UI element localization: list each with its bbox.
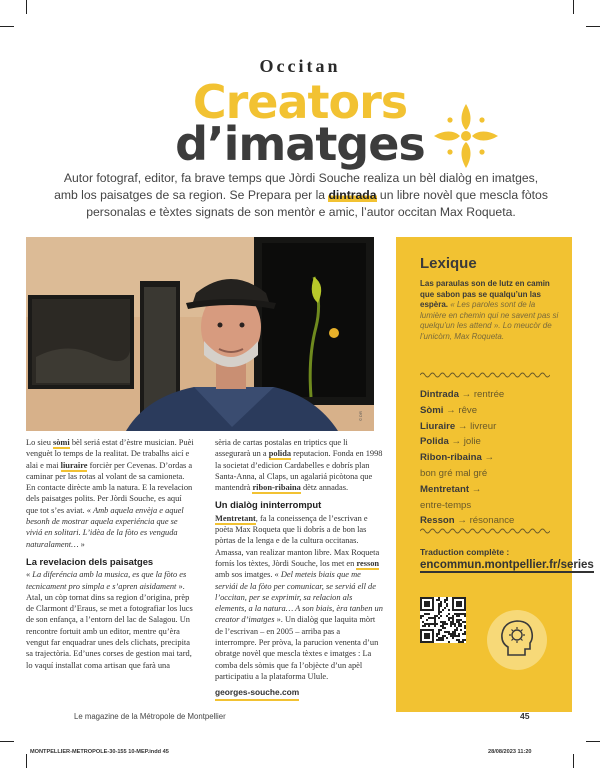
portrait-photo-illustration xyxy=(26,237,374,431)
lexique-item: Ribon-ribaina → bon gré mal gré xyxy=(420,452,495,479)
translation-label: Traduction complète : xyxy=(420,547,510,557)
paragraph: sèria de cartas postalas en triptics que li assegurarà un a polida reputacion. Fonda en 1998 la societat d’edicion Cardabelles e dobrís plan Santa-Anna, al Claps, un agalariá picòtona que mantendrà ribon-ribaina dètz annadas. xyxy=(215,438,383,493)
lexique-item: Polida → jolie xyxy=(420,436,481,448)
photo-credit: © DR xyxy=(358,411,363,421)
lexique-item: Dintrada → rentrée xyxy=(420,389,505,400)
subheading: Un dialòg ininterromput xyxy=(215,499,322,511)
paragraph: « La diferéncia amb la musica, es que la fòto es tecnicament pro simpla e s’apren aisidament ». Atal, un còp tornat dins sa region d’origina, prèp de Clarmont d’Eraus, se met a fotografiar los lucs de son enfança, a l’entorn del lac de Salagou. Un rencontre fortuit amb un editor, mentre qu’èra vengut far enquadrar unes dels clichats, precipita sa trajectòria. Ed’unes corses de gestion mai tard, lo vaquí installat coma artisan que farà una xyxy=(26,570,193,670)
lexique-item: Resson → résonance xyxy=(420,515,515,527)
wave-divider xyxy=(420,527,550,535)
lightbulb-head-icon xyxy=(486,609,548,671)
crop-mark xyxy=(26,754,27,768)
print-date: 28/08/2023 11:20 xyxy=(488,749,532,755)
crop-mark xyxy=(586,741,600,742)
section-kicker: Occitan xyxy=(259,56,341,76)
highlight-word: dintrada xyxy=(328,188,377,202)
subheading: La revelacion dels paisatges xyxy=(26,555,154,567)
page-number: 45 xyxy=(520,711,530,721)
lexique-item: Liuraire → livreur xyxy=(420,420,497,432)
title-line-1: Creators xyxy=(192,75,408,129)
website-link[interactable]: georges-souche.com xyxy=(215,687,299,700)
lexique-quote: Las paraulas son de lutz en camin que sabon pas se qualqu’un las espèra. « Les paroles sont de la lumière en chemin qui ne savent pas si quelqu’un les attend ». Lo meucòr de l’unicòrn, Max Roqueta. xyxy=(420,279,559,341)
crop-mark xyxy=(573,754,574,768)
lexique-title: Lexique xyxy=(420,255,477,272)
article-column-2 xyxy=(215,437,383,701)
translation-link[interactable]: encommun.montpellier.fr/series xyxy=(420,559,594,571)
portrait-photo xyxy=(26,237,374,431)
footer-magazine: Le magazine de la Métropole de Montpellier xyxy=(74,712,226,721)
qr-code-icon[interactable] xyxy=(420,597,466,643)
crop-mark xyxy=(0,741,14,742)
lexique-item: Mentretant → entre-temps xyxy=(420,483,482,511)
article-column-1 xyxy=(26,437,194,673)
crop-mark xyxy=(26,0,27,14)
intro-paragraph: Autor fotograf, editor, fa brave temps que Jòrdi Souche realiza un bèl dialòg en imatges, amb los paisatges de sa region. Se Prepara per la dintrada un libre novèl que mescla fòtos personalas e tèxtes signats de son mentòr e amic, l’autor occitan Max Roqueta. xyxy=(54,171,548,219)
paragraph: Mentretant, fa la coneissença de l’escrivan e poèta Max Roqueta que li dobrís a de bon las pòrtas de la lenga e de la cultura occitanas. Amassa, van realizar manton libre. Max Roqueta fornís los tèxtes, Jòrdi Souche, los met en resson amb sos imatges. « Del meteis biais que me serviái de la fòto per comunicar, se serviá ell de l’occitan, per se exprimir, sa relacion als elements, a la natura… A son biais, èra tanben un creator d’imatges ». Un dialòg que laquita mòrt de l’escrivan – en 2005 – arriba pas a interrompre. Per pròva, la parucion venenta d’un obratge novèl que mescla tèxtes e imatges : La comba dels sòmis que fa l’objècte d’un apèl participatiu a la plataforma Ulule. xyxy=(215,513,383,681)
title-line-2: d’imatges xyxy=(175,117,425,171)
lexique-sidebar xyxy=(396,237,594,712)
print-slug: MONTPELLIER-METROPOLE-30-155 10-MEP.indd 45 xyxy=(30,749,169,755)
crop-mark xyxy=(0,26,14,27)
crop-mark xyxy=(586,26,600,27)
wave-divider xyxy=(420,371,550,379)
lexique-list xyxy=(420,387,560,529)
lexique-item: Sòmi → rêve xyxy=(420,404,478,416)
occitan-cross-icon xyxy=(430,100,502,172)
paragraph: Lo sieu sòmi bèl seriá estat d’èstre musician. Puèi venguèt lo temps de la realitat. De trabalhs aicí e alai e mai liuraire forcièr per Cevenas. D’ordas a caminar per las rotas al volant de sa camioneta. En contacte dirècte amb la natura. E la revelacion dels paisatges polits. Per Jòrdi Souche, es aquí que tot s’es aviat. « Amb aquela envèja e aquel besonh de mostrar aquela experiéncia que se viviá en solitari. L’idèa de la fòto es venguda naturalament… » xyxy=(26,438,194,549)
crop-mark xyxy=(573,0,574,14)
